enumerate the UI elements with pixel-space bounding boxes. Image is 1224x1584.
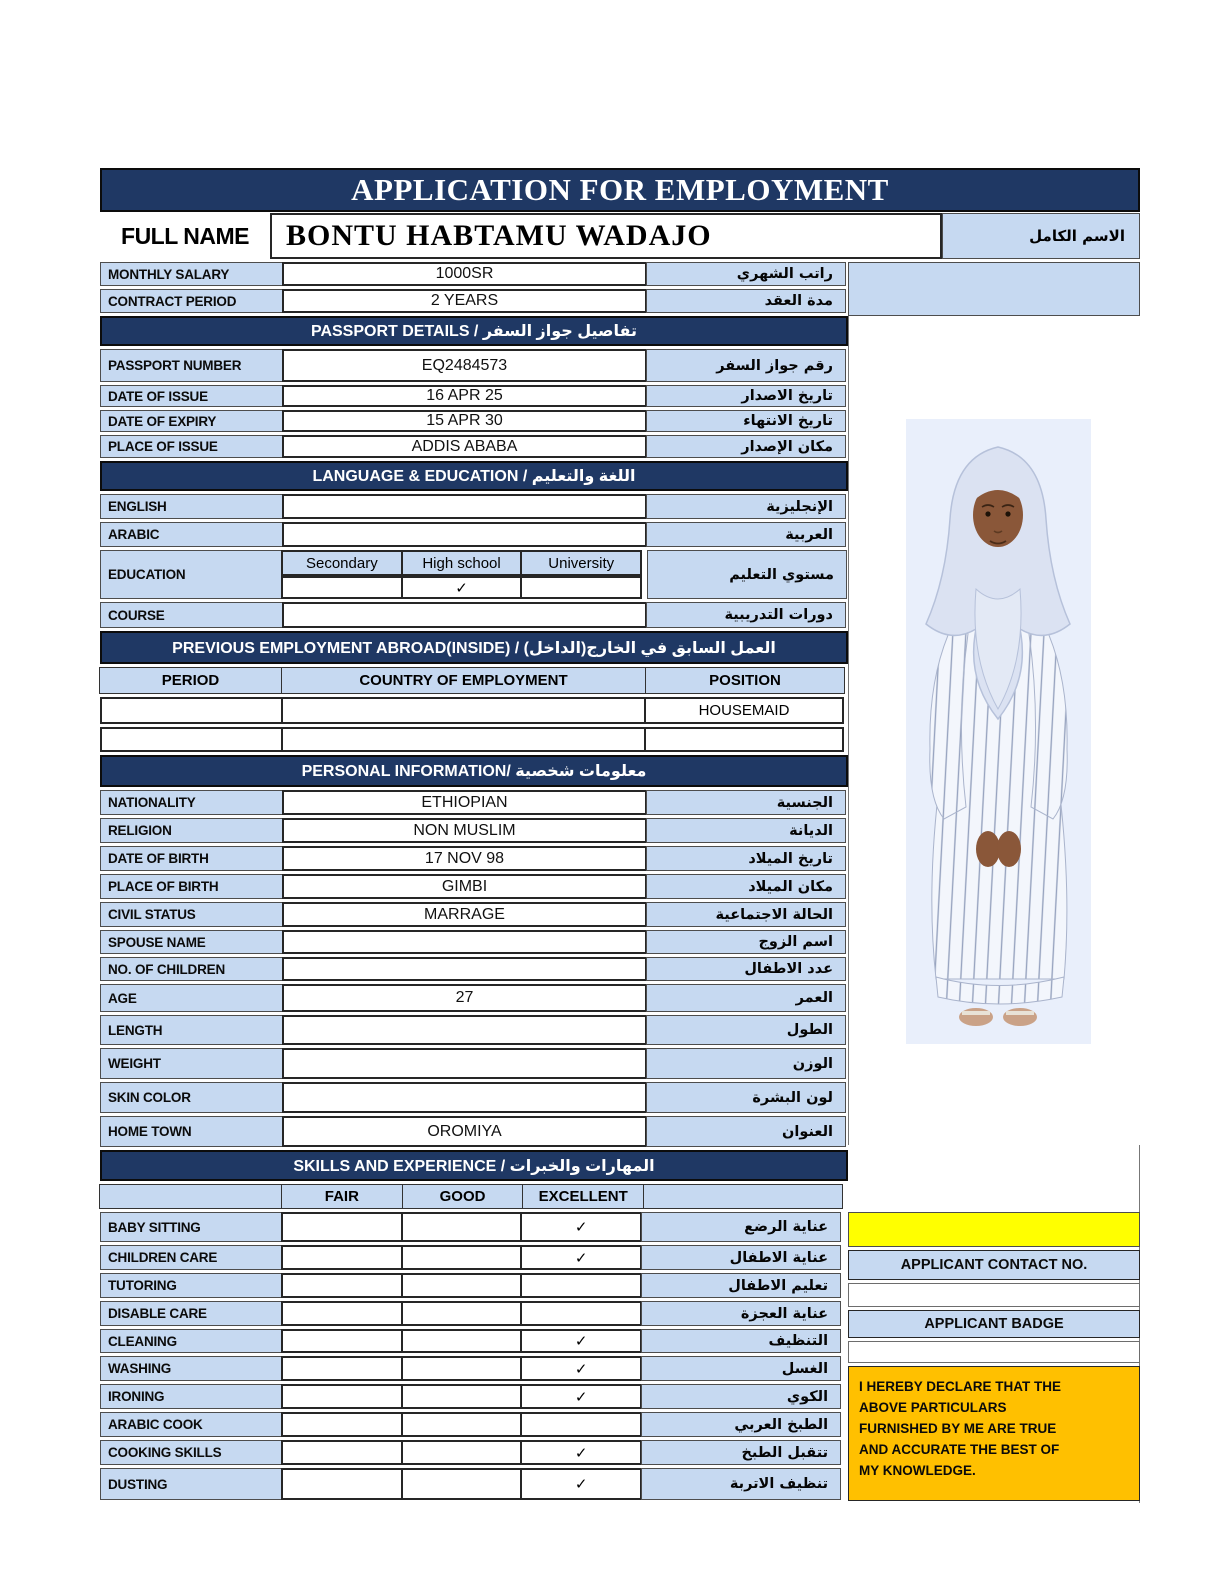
field-value: MARRAGE	[282, 902, 647, 927]
education-label-arabic: مستوي التعليم	[647, 550, 847, 599]
skill-excellent-cell	[520, 1412, 642, 1437]
field-label: MONTHLY SALARY	[100, 262, 283, 286]
personal-information-header: PERSONAL INFORMATION/ معلومات شخصية	[100, 755, 848, 787]
field-label-arabic: الإنجليزية	[646, 494, 846, 519]
field-label: PLACE OF BIRTH	[100, 874, 283, 899]
period-cell	[100, 727, 283, 752]
skill-excellent-cell	[520, 1301, 642, 1326]
field-value: ETHIOPIAN	[282, 790, 647, 815]
education-row	[100, 550, 848, 599]
field-label: PASSPORT NUMBER	[100, 349, 283, 382]
language-row	[100, 522, 848, 547]
personal-row	[100, 1015, 848, 1045]
field-label-arabic: العربية	[646, 522, 846, 547]
skill-good-cell	[401, 1384, 523, 1409]
field-label: ENGLISH	[100, 494, 283, 519]
field-label-arabic: عدد الاطفال	[646, 957, 846, 981]
field-label-arabic: الطول	[646, 1015, 846, 1045]
education-check-cell: ✓	[401, 576, 523, 599]
field-label-arabic: مدة العقد	[646, 289, 846, 313]
education-check-cell	[520, 576, 642, 599]
skill-label: TUTORING	[100, 1273, 283, 1298]
field-label: CIVIL STATUS	[100, 902, 283, 927]
field-label: DATE OF EXPIRY	[100, 410, 283, 432]
declaration-box	[848, 1366, 1140, 1501]
skill-label: DISABLE CARE	[100, 1301, 283, 1326]
language-row	[100, 494, 848, 519]
declaration-line: FURNISHED BY ME ARE TRUE	[859, 1420, 1057, 1436]
field-label: NATIONALITY	[100, 790, 283, 815]
personal-row	[100, 957, 848, 981]
field-value: GIMBI	[282, 874, 647, 899]
field-value	[282, 1048, 647, 1079]
skill-row	[100, 1212, 848, 1242]
field-label-arabic: الوزن	[646, 1048, 846, 1079]
field-label: SKIN COLOR	[100, 1082, 283, 1113]
skill-fair-cell	[281, 1245, 403, 1270]
field-label-arabic: مكان الميلاد	[646, 874, 846, 899]
personal-row	[100, 902, 848, 927]
applicant-photo	[906, 419, 1091, 1044]
field-label-arabic: راتب الشهري	[646, 262, 846, 286]
applicant-contact-header: APPLICANT CONTACT NO.	[848, 1250, 1140, 1280]
skill-row	[100, 1245, 848, 1270]
skill-good-cell	[401, 1273, 523, 1298]
education-option: High school	[401, 550, 523, 576]
applicant-badge-value-cell	[848, 1341, 1140, 1363]
field-value: EQ2484573	[282, 349, 647, 382]
field-label-arabic: اسم الزوج	[646, 930, 846, 954]
skill-row	[100, 1384, 848, 1409]
full-name-label: FULL NAME	[100, 213, 270, 259]
skill-row	[100, 1273, 848, 1298]
skill-excellent-cell: ✓	[520, 1245, 642, 1270]
skill-fair-cell	[281, 1384, 403, 1409]
field-label: DATE OF BIRTH	[100, 846, 283, 871]
applicant-contact-value-cell	[848, 1283, 1140, 1307]
skill-label-arabic: تتقبل الطبخ	[641, 1440, 841, 1465]
skills-col-good: GOOD	[402, 1184, 524, 1209]
field-value	[282, 494, 647, 519]
field-label: RELIGION	[100, 818, 283, 843]
declaration-line: I HEREBY DECLARE THAT THE	[859, 1379, 1062, 1394]
field-label-arabic: دورات التدريبية	[646, 602, 846, 628]
skills-column-header	[100, 1184, 848, 1209]
personal-row	[100, 1048, 848, 1079]
skill-row	[100, 1412, 848, 1437]
personal-row	[100, 874, 848, 899]
skill-row	[100, 1440, 848, 1465]
education-check-cell	[281, 576, 403, 599]
education-option-checks	[283, 576, 648, 599]
skills-blank-head	[99, 1184, 282, 1209]
field-label-arabic: العنوان	[646, 1116, 846, 1147]
personal-row	[100, 818, 848, 843]
skill-label: IRONING	[100, 1384, 283, 1409]
passport-row	[100, 435, 848, 458]
skill-label: CHILDREN CARE	[100, 1245, 283, 1270]
skills-col-fair: FAIR	[281, 1184, 403, 1209]
form-title: APPLICATION FOR EMPLOYMENT	[100, 168, 1140, 212]
skill-excellent-cell: ✓	[520, 1440, 642, 1465]
field-value: 15 APR 30	[282, 410, 647, 432]
field-value: NON MUSLIM	[282, 818, 647, 843]
field-label-arabic: تاريخ الانتهاء	[646, 410, 846, 432]
field-label-arabic: رقم جواز السفر	[646, 349, 846, 382]
full-name-label-arabic: الاسم الكامل	[942, 213, 1140, 259]
personal-row	[100, 1082, 848, 1113]
skill-good-cell	[401, 1468, 523, 1500]
skill-good-cell	[401, 1356, 523, 1381]
field-value	[282, 1015, 647, 1045]
previous-employment-header: PREVIOUS EMPLOYMENT ABROAD(INSIDE) / العمل السابق في الخارج(الداخل)	[100, 631, 848, 664]
position-cell: HOUSEMAID	[644, 697, 844, 724]
skill-label-arabic: عناية الرضع	[641, 1212, 841, 1242]
field-label-arabic: الحالة الاجتماعية	[646, 902, 846, 927]
skill-good-cell	[401, 1329, 523, 1353]
field-label: HOME TOWN	[100, 1116, 283, 1147]
skills-header: SKILLS AND EXPERIENCE / المهارات والخبرات	[100, 1150, 848, 1181]
field-label: ARABIC	[100, 522, 283, 547]
skill-fair-cell	[281, 1440, 403, 1465]
full-name-value: BONTU HABTAMU WADAJO	[270, 213, 942, 259]
monthly-salary-row	[100, 262, 848, 286]
field-label-arabic: تاريخ الاصدار	[646, 385, 846, 407]
left-column	[100, 262, 848, 1503]
applicant-photo-cell	[848, 316, 1140, 1145]
passport-row	[100, 349, 848, 382]
language-education-header: LANGUAGE & EDUCATION / اللغة والتعليم	[100, 461, 848, 491]
personal-row	[100, 790, 848, 815]
applicant-badge-header: APPLICANT BADGE	[848, 1310, 1140, 1338]
field-value	[282, 522, 647, 547]
skill-good-cell	[401, 1440, 523, 1465]
skill-label-arabic: الغسل	[641, 1356, 841, 1381]
field-value	[282, 957, 647, 981]
skill-excellent-cell: ✓	[520, 1212, 642, 1242]
personal-row	[100, 1116, 848, 1147]
application-form	[100, 168, 1140, 1500]
field-value: 2 YEARS	[282, 289, 647, 313]
skill-label-arabic: عناية الاطفال	[641, 1245, 841, 1270]
field-value: 27	[282, 984, 647, 1012]
skill-row	[100, 1329, 848, 1353]
personal-row	[100, 930, 848, 954]
field-value	[282, 930, 647, 954]
skill-label-arabic: التنظيف	[641, 1329, 841, 1353]
field-value: 1000SR	[282, 262, 647, 286]
education-label: EDUCATION	[100, 550, 283, 599]
skill-good-cell	[401, 1212, 523, 1242]
col-period: PERIOD	[99, 667, 282, 694]
skill-good-cell	[401, 1245, 523, 1270]
field-value	[282, 602, 647, 628]
skill-fair-cell	[281, 1356, 403, 1381]
field-label: WEIGHT	[100, 1048, 283, 1079]
field-label: LENGTH	[100, 1015, 283, 1045]
field-label-arabic: مكان الإصدار	[646, 435, 846, 458]
field-label-arabic: تاريخ الميلاد	[646, 846, 846, 871]
skill-fair-cell	[281, 1329, 403, 1353]
full-name-row	[100, 213, 1140, 259]
country-cell	[281, 697, 646, 724]
form-body	[100, 262, 1140, 1503]
skills-col-excellent: EXCELLENT	[522, 1184, 644, 1209]
skill-label: ARABIC COOK	[100, 1412, 283, 1437]
skill-excellent-cell: ✓	[520, 1384, 642, 1409]
col-position: POSITION	[645, 667, 845, 694]
field-value: ADDIS ABABA	[282, 435, 647, 458]
field-label: CONTRACT PERIOD	[100, 289, 283, 313]
highlight-bar	[848, 1212, 1140, 1247]
personal-row	[100, 984, 848, 1012]
skill-label: BABY SITTING	[100, 1212, 283, 1242]
skill-fair-cell	[281, 1212, 403, 1242]
skill-label: CLEANING	[100, 1329, 283, 1353]
skill-row	[100, 1468, 848, 1500]
declaration-line: AND ACCURATE THE BEST OF	[859, 1441, 1060, 1457]
skill-excellent-cell: ✓	[520, 1356, 642, 1381]
col-country: COUNTRY OF EMPLOYMENT	[281, 667, 646, 694]
skill-label-arabic: تنظيف الاتربة	[641, 1468, 841, 1500]
skill-good-cell	[401, 1301, 523, 1326]
skill-label-arabic: الكوي	[641, 1384, 841, 1409]
field-value: 17 NOV 98	[282, 846, 647, 871]
period-cell	[100, 697, 283, 724]
field-label: DATE OF ISSUE	[100, 385, 283, 407]
skill-fair-cell	[281, 1301, 403, 1326]
skill-fair-cell	[281, 1273, 403, 1298]
education-option: Secondary	[281, 550, 403, 576]
skill-fair-cell	[281, 1468, 403, 1500]
skills-blank-head-right	[643, 1184, 843, 1209]
skill-label-arabic: عناية العجزة	[641, 1301, 841, 1326]
course-row	[100, 602, 848, 628]
passport-details-header: PASSPORT DETAILS / تفاصيل جواز السفر	[100, 316, 848, 346]
field-label: SPOUSE NAME	[100, 930, 283, 954]
skill-label: DUSTING	[100, 1468, 283, 1500]
contract-period-row	[100, 289, 848, 313]
skill-label: COOKING SKILLS	[100, 1440, 283, 1465]
field-value: OROMIYA	[282, 1116, 647, 1147]
personal-row	[100, 846, 848, 871]
field-label: NO. OF CHILDREN	[100, 957, 283, 981]
country-cell	[281, 727, 646, 752]
skill-excellent-cell: ✓	[520, 1329, 642, 1353]
position-cell	[644, 727, 844, 752]
skill-excellent-cell: ✓	[520, 1468, 642, 1500]
prev-employment-row	[100, 727, 848, 752]
field-label-arabic: الجنسية	[646, 790, 846, 815]
field-label: AGE	[100, 984, 283, 1012]
education-options	[283, 550, 648, 599]
right-panel	[848, 262, 1140, 1503]
field-value	[282, 1082, 647, 1113]
prev-employment-column-header	[100, 667, 848, 694]
prev-employment-row	[100, 697, 848, 724]
field-label-arabic: الديانة	[646, 818, 846, 843]
skill-excellent-cell	[520, 1273, 642, 1298]
skill-label: WASHING	[100, 1356, 283, 1381]
passport-row	[100, 410, 848, 432]
field-label-arabic: لون البشرة	[646, 1082, 846, 1113]
salary-side-cell	[848, 262, 1140, 316]
skill-good-cell	[401, 1412, 523, 1437]
declaration-line: ABOVE PARTICULARS	[859, 1399, 1007, 1415]
passport-row	[100, 385, 848, 407]
field-label: PLACE OF ISSUE	[100, 435, 283, 458]
declaration-line: MY KNOWLEDGE.	[859, 1462, 976, 1478]
skill-row	[100, 1301, 848, 1326]
skill-fair-cell	[281, 1412, 403, 1437]
education-option: University	[520, 550, 642, 576]
education-option-headers	[283, 550, 648, 576]
skill-label-arabic: تعليم الاطفال	[641, 1273, 841, 1298]
field-value: 16 APR 25	[282, 385, 647, 407]
skill-label-arabic: الطبخ العربي	[641, 1412, 841, 1437]
field-label-arabic: العمر	[646, 984, 846, 1012]
skill-row	[100, 1356, 848, 1381]
field-label: COURSE	[100, 602, 283, 628]
